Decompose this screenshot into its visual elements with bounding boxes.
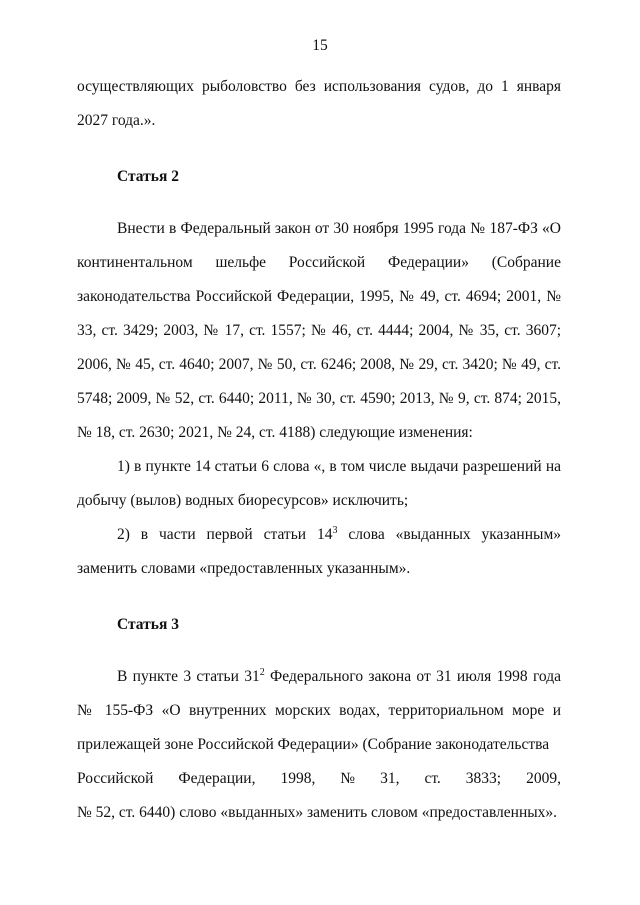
article-2-item-2-end: слова «выданных указанным» заменить словами «предоставленных указанным». xyxy=(77,526,561,577)
article-3-body xyxy=(77,660,561,762)
intro-paragraph: осуществляющих рыболовство без использования судов, до 1 января 2027 года.». xyxy=(77,78,561,129)
article-3-body-start: В пункте 3 статьи 31 xyxy=(117,668,260,685)
article-2-item-2-superscript: 3 xyxy=(332,524,338,536)
article-2-heading: Статья 2 xyxy=(117,168,179,185)
spread-word: ст. xyxy=(424,770,441,787)
page-number: 15 xyxy=(312,37,328,54)
spread-word: Российской xyxy=(77,770,154,787)
article-2-item-2 xyxy=(77,518,561,586)
spread-word: 3833; xyxy=(465,770,502,787)
article-3-last-line: № 52, ст. 6440) слово «выданных» заменить словом «предоставленных». xyxy=(77,804,558,821)
spread-word: 31, xyxy=(380,770,400,787)
document-body xyxy=(77,70,561,830)
spread-word: № xyxy=(340,770,356,787)
article-2-item-1: 1) в пункте 14 статьи 6 слова «, в том числе выдачи разрешений на добычу (вылов) водных биоресурсов» исключить; xyxy=(77,458,561,509)
article-2-body: Внести в Федеральный закон от 30 ноября 1995 года № 187-ФЗ «О континентальном шельфе Российской Федерации» (Собрание законодательства Российской Федерации, 1995, № 49, ст. 4694; 2001, № 33, ст. 3429; 2003, № 17, ст. 1557; № 46, ст. 4444; 2004, № 35, ст. 3607; 2006, № 45, ст. 4640; 2007, № 50, ст. 6246; 2008, № 29, ст. 3420; № 49, ст. 5748; 2009, № 52, ст. 6440; 2011, № 30, ст. 4590; 2013, № 9, ст. 874; 2015, № 18, ст. 2630; 2021, № 24, ст. 4188) следующие изменения: xyxy=(77,220,561,441)
article-3-heading: Статья 3 xyxy=(117,616,179,633)
article-3-body-superscript: 2 xyxy=(259,666,265,678)
spread-word: 2009, xyxy=(526,770,561,787)
article-3-body-end: Федерального закона от 31 июля 1998 года № 155-ФЗ «О внутренних морских водах, территориальном море и прилежащей зоне Российской Федерации» (Собрание законодательства xyxy=(77,668,561,753)
article-3-spread-line xyxy=(77,762,561,796)
spread-word: 1998, xyxy=(280,770,316,787)
spread-word: Федерации, xyxy=(178,770,256,787)
article-2-item-2-start: 2) в части первой статьи 14 xyxy=(117,526,333,543)
